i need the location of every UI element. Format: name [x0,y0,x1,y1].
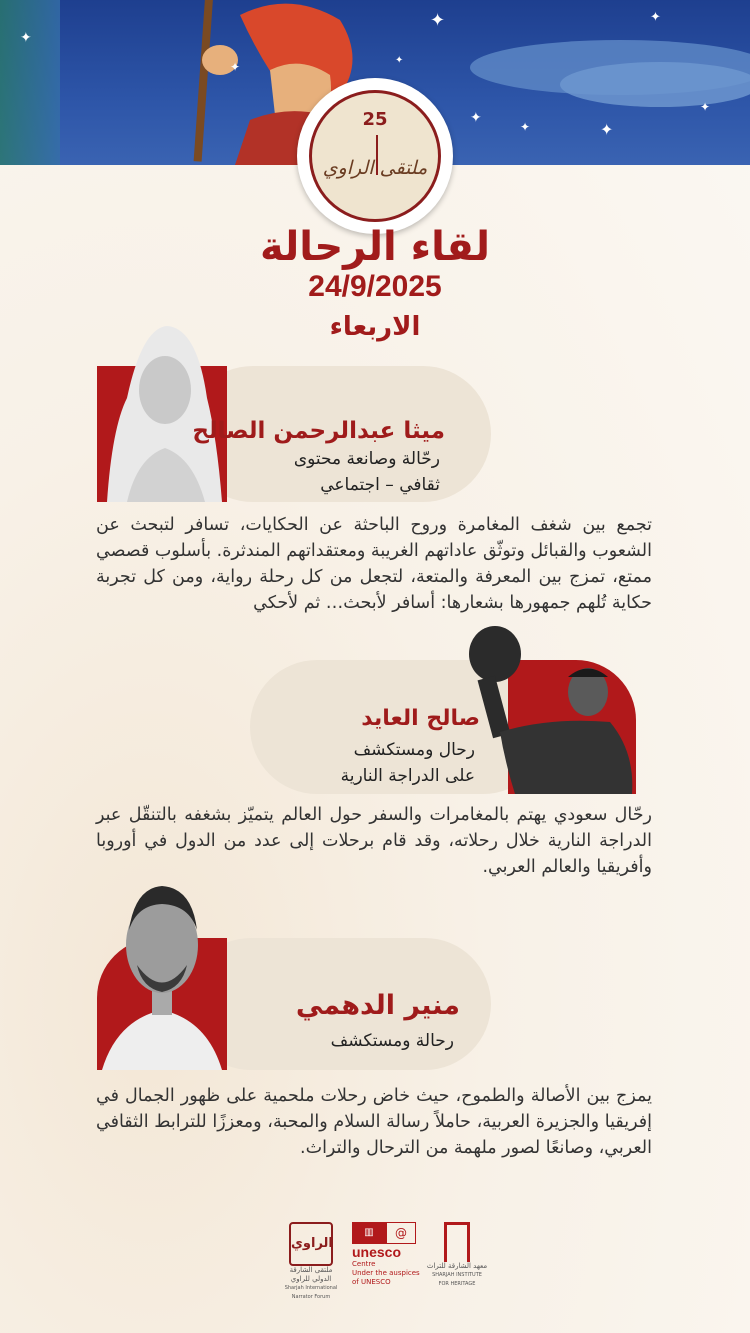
speaker-role-2a: رحال ومستكشف [353,740,475,760]
event-title: لقاء الرحالة [260,224,490,270]
unesco-at-icon: @ [386,1222,416,1244]
shi-caption-ar: معهد الشارقة للتراث [426,1262,488,1270]
unesco-caption-2: Under the auspices [352,1269,420,1277]
rawi-caption-en: Sharjah International Narrator Forum [284,1285,338,1300]
logo-script: ملتقى الراوي [322,157,428,179]
unesco-logo [352,1222,420,1287]
speaker-name-1: ميثا عبدالرحمن الصالح [192,418,445,444]
speaker-photo-3 [97,870,227,1070]
speaker-role-2b: على الدراجة النارية [340,766,475,786]
speaker-name-2: صالح العايد [361,706,480,731]
speaker-bio-3: يمزج بين الأصالة والطموح، حيث خاض رحلات ملحمية على ظهور الجمال في إفريقيا والجزيرة العربية، حاملاً رسالة السلام والمحبة، ومعززًا للترابط الثقافي العربي، وصانعًا لصور ملهمة من الترحال والتراث. [96,1086,652,1158]
speaker-bio-1: تجمع بين شغف المغامرة وروح الباحثة عن الحكايات، تسافر لتبحث عن الشعوب والقبائل وتوثّق عاداتهم الغريبة ومعتقداتهم المندثرة. بأسلوب قصصي ممتع، تمزج بين المعرفة والمتعة، لتجعل من كل رحلة رواية، ومن كل تجربة حكاية تُلهم جمهورها بشعارها: أسافر لأبحث… ثم لأحكي [96,515,652,613]
rawi-forum-logo [282,1222,340,1302]
speaker-role-1b: ثقافي – اجتماعي [320,475,440,495]
sharjah-heritage-logo [425,1222,489,1289]
event-day: الاربعاء [329,312,421,342]
sponsor-logos [0,1222,750,1302]
header-illustration: ✦ ✦ ✦ ✦ ✦ ✦ ✦ ✦ ✦ [0,0,750,165]
rawi-caption-ar: ملتقى الشارقة الدولي للراوي [289,1266,333,1283]
event-date: 24/9/2025 [308,270,442,303]
unesco-temple-icon: ▥ [352,1222,386,1244]
speaker-bio-2: رحّال سعودي يهتم بالمغامرات والسفر حول العالم يتميّز بشغفه بالتنقّل عبر الدراجة النارية خلال رحلاته، وقد قام برحلات إلى عدد من الدول في أوروبا وأفريقيا والعالم العربي. [96,805,652,877]
event-logo [297,78,453,234]
heritage-mark-icon [444,1222,470,1262]
speaker-role-3: رحالة ومستكشف [330,1031,454,1051]
speaker-name-3: منير الدهمي [295,990,460,1021]
speaker-photo-1 [97,318,227,502]
logo-number: 25 [362,109,388,130]
unesco-caption-1: Centre [352,1260,376,1268]
speaker-photo-2 [460,622,640,794]
unesco-caption-3: of UNESCO [352,1278,391,1286]
shi-caption-en-2: FOR HERITAGE [438,1281,476,1287]
speaker-role-1a: رحّالة وصانعة محتوى [293,449,440,469]
unesco-word: unesco [352,1244,402,1260]
rawi-logo-mark: الراوي [289,1222,333,1266]
shi-caption-en-1: SHARJAH INSTITUTE [432,1272,482,1278]
